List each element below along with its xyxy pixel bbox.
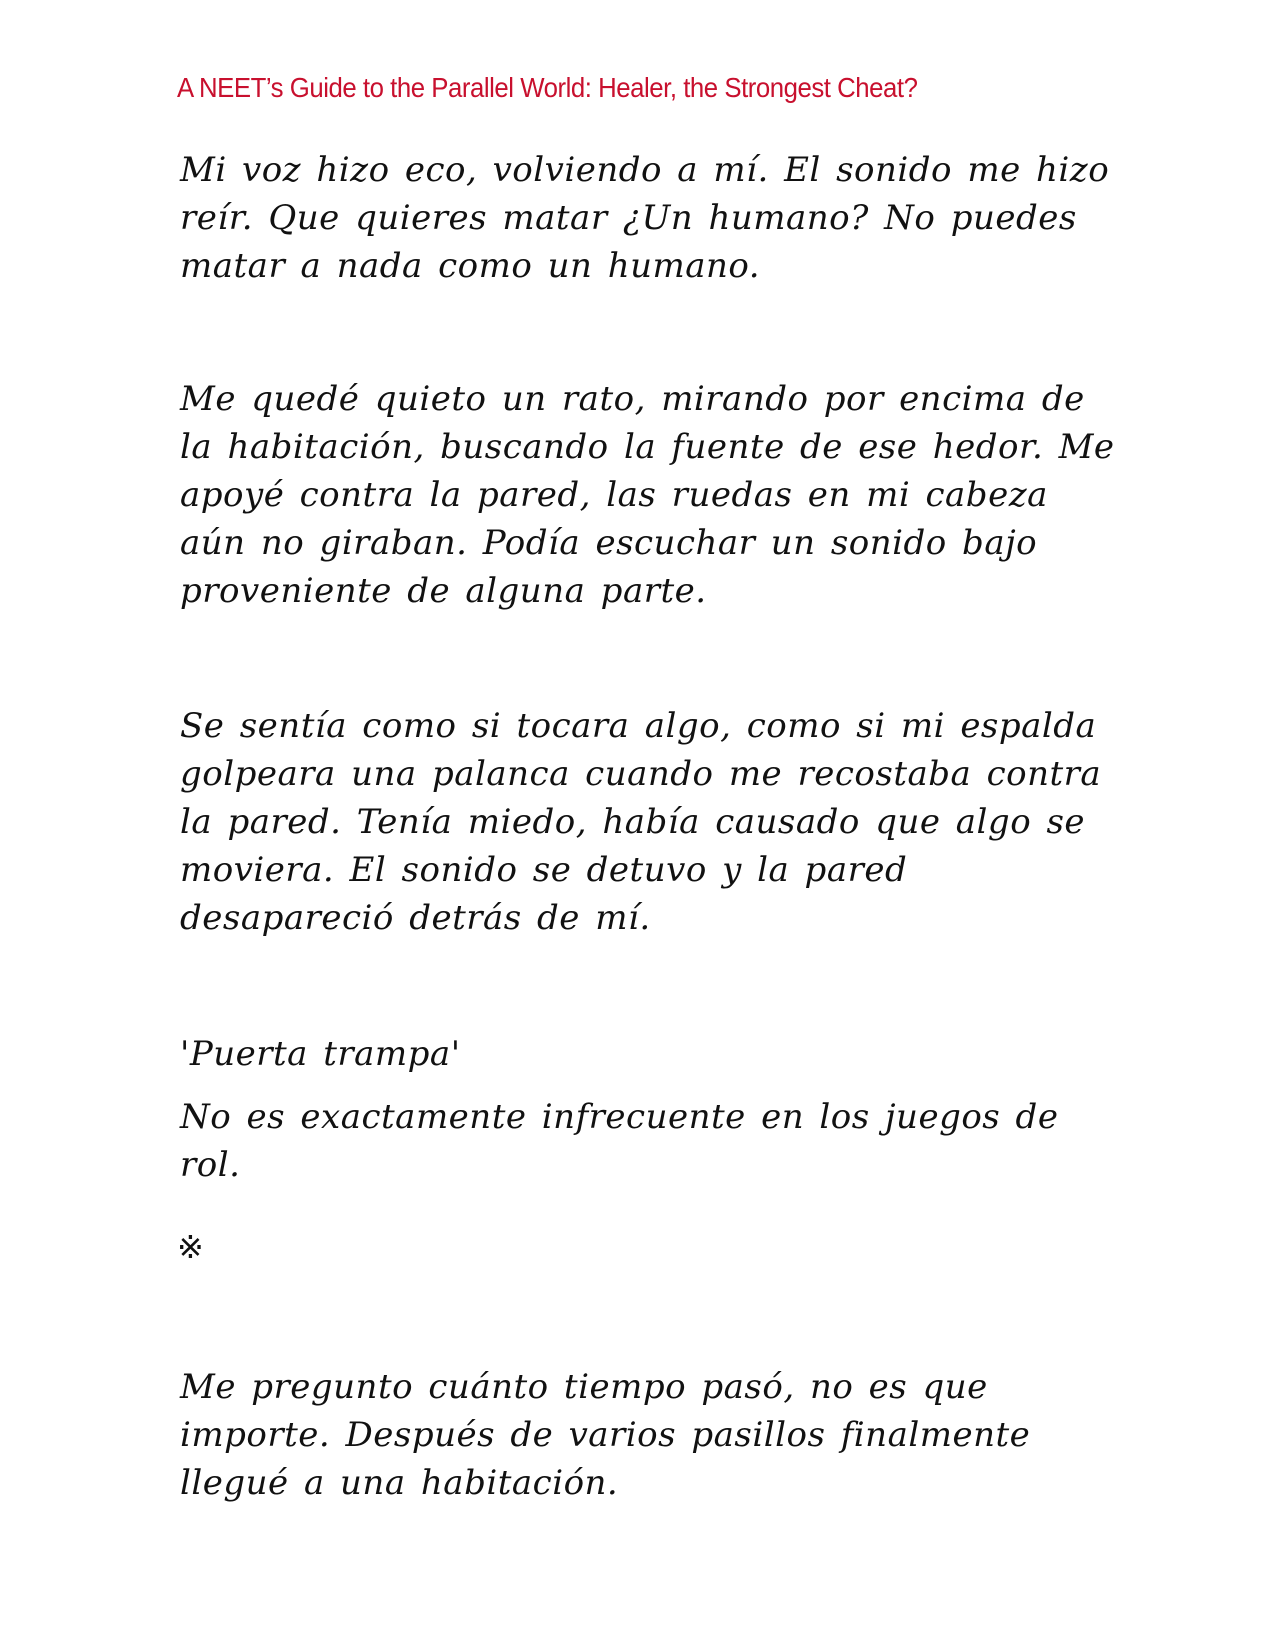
paragraph: Me quedé quieto un rato, mirando por encima de la habitación, buscando la fuente de ese hedor. Me apoyé contra la pared, las ruedas en mi cabeza aún no giraban. Podía escuchar un sonido bajo proveniente de alguna parte. <box>180 379 1115 611</box>
paragraph-quote: 'Puerta trampa' <box>180 1034 461 1074</box>
paragraph: No es exactamente infrecuente en los juegos de rol. <box>180 1097 1059 1185</box>
paragraph: Mi voz hizo eco, volviendo a mí. El sonido me hizo reír. Que quieres matar ¿Un humano? No puedes matar a nada como un humano. <box>180 150 1110 286</box>
paragraph: Me pregunto cuánto tiempo pasó, no es que importe. Después de varios pasillos finalmente llegué a una habitación. <box>180 1367 1031 1503</box>
paragraph: Se sentía como si tocara algo, como si mi espalda golpeara una palanca cuando me recostaba contra la pared. Tenía miedo, había causado que algo se moviera. El sonido se detuvo y la pared desapareció detrás de mí. <box>180 706 1102 938</box>
scene-break-symbol: ※ <box>177 1228 204 1266</box>
running-header-title: A NEET’s Guide to the Parallel World: Healer, the Strongest Cheat? <box>177 72 918 103</box>
